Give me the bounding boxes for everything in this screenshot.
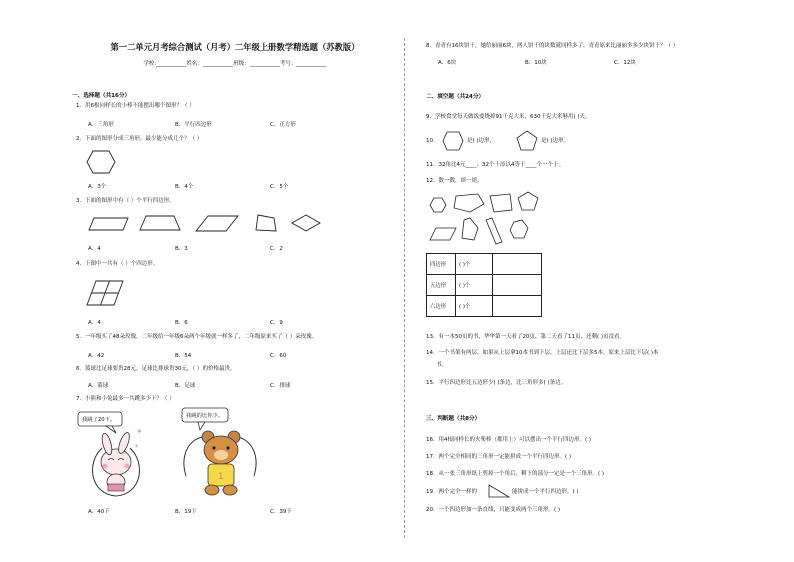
- rabbit-speech-bubble: 我跳了20下。: [82, 417, 116, 423]
- question-14: 14．一个书架有两层。如果从上层拿10本书到下层，上层还比下层多5本。原来上层比下层( )本: [426, 350, 659, 356]
- q4-option-a: A．4: [88, 320, 101, 326]
- polygon-count-table: [426, 253, 542, 317]
- polygon-counting-figure: [426, 190, 556, 248]
- table-row: [427, 275, 542, 296]
- q2-option-a: A．3个: [88, 184, 107, 190]
- question-18: 18．从一张三角形纸上剪掉一个角后，剩下的部分一定是一个三角形。( ): [426, 471, 605, 477]
- question-10-number: 10．: [426, 138, 439, 144]
- q7-option-a: A．40下: [88, 509, 110, 515]
- table-row: [427, 254, 542, 275]
- q7-option-b: B．19下: [175, 509, 197, 515]
- question-2: 2．下面的图形分成三角形，最少能分成几个？（ ）: [76, 136, 203, 142]
- table-cell-empty: [493, 254, 542, 275]
- q1-option-c: C．正方形: [270, 122, 296, 128]
- q8-option-a: A．6块: [438, 60, 457, 66]
- section-2-title: 二、填空题（共24分）: [426, 94, 485, 100]
- question-15: 15．平行四边形比五边形少( )条边，比三角形多( )条边。: [426, 380, 567, 386]
- table-cell-answer[interactable]: ( )个: [456, 275, 493, 296]
- question-12: 12．数一数，填一填。: [426, 178, 483, 184]
- svg-text:✦: ✦: [136, 427, 143, 436]
- table-cell-empty: [493, 296, 542, 317]
- triangle-icon: [488, 484, 510, 498]
- q8-option-c: C．12块: [614, 60, 636, 66]
- q6-option-b: B．足球: [175, 383, 196, 389]
- question-10-part1: 是( )边形，: [467, 138, 496, 144]
- q6-option-a: A．篮球: [88, 383, 109, 389]
- column-divider: [404, 38, 405, 538]
- hexagon-figure: [86, 150, 116, 174]
- q3-option-c: C．2: [270, 246, 283, 252]
- question-13: 13．有一本50页的书，华华第一天看了20页，第二天看了11页，还剩( )页没看。: [426, 334, 626, 340]
- question-4: 4．下图中一共有（ ）个四边形。: [76, 261, 159, 267]
- q7-option-c: C．39下: [270, 509, 292, 515]
- question-19-suffix: 能拼成一个平行四边形。( ): [512, 489, 579, 495]
- question-1: 1．用6根同样长的小棒不能摆出哪个图形？（ ）: [76, 103, 195, 109]
- question-5: 5．一年级买了48朵玫瑰，二年级给一年级6朵两个年级就一样多了，二年级原来买了（ ）朵玫瑰。: [76, 334, 318, 340]
- q1-option-b: B．平行四边形: [175, 122, 212, 128]
- q6-option-c: C．排球: [270, 383, 291, 389]
- q5-option-c: C．60: [270, 353, 287, 359]
- q5-option-a: A．42: [88, 353, 105, 359]
- q3-option-b: B．3: [175, 246, 188, 252]
- q2-option-c: C．5个: [270, 184, 289, 190]
- q1-option-a: A．三角形: [88, 122, 114, 128]
- q4-option-c: C．9: [270, 320, 283, 326]
- q8-option-b: B．10块: [525, 60, 547, 66]
- question-14-continued: 书。: [436, 362, 448, 368]
- question-19-prefix: 19．两个完全一样的: [426, 489, 477, 495]
- question-20: 20．一个四边形加一条直线，只能变成两个三角形。( ): [426, 507, 561, 513]
- table-cell-answer[interactable]: ( )个: [456, 254, 493, 275]
- student-info-line: 学校:___________姓名：___________班级：___________考号：___________: [143, 61, 327, 67]
- page-title: 第一二单元月考综合测试（月考）二年级上册数学精选题（苏教版）: [110, 42, 360, 52]
- quadrilateral-shapes-figure: [88, 214, 328, 234]
- section-3-title: 三、判断题（共8分）: [426, 416, 481, 422]
- section-1-title: 一、选择题（共16分）: [72, 93, 131, 99]
- table-cell-answer[interactable]: ( )个: [456, 296, 493, 317]
- table-cell-label: 五边形: [427, 275, 456, 296]
- parallelogram-grid-figure: [86, 280, 124, 306]
- question-7: 7．小熊和小兔最多一共跳多少下？（ ）: [76, 396, 175, 402]
- question-16: 16．用4根同样长的火柴棒（都用上）可以摆出一个平行四边形。( ): [426, 437, 592, 443]
- hexagon-small-icon: [442, 131, 464, 151]
- table-cell-label: 四边形: [427, 254, 456, 275]
- q5-option-b: B．54: [175, 353, 192, 359]
- question-3: 3．下面的图形中有（ ）个平行四边形。: [76, 198, 175, 204]
- table-cell-label: 六边形: [427, 296, 456, 317]
- question-11: 11．32角比4元____；32个十添以4等于____个一个十。: [426, 162, 564, 168]
- question-10-part2: 是( )边形。: [541, 138, 570, 144]
- question-8: 8．青青有16块饼干，她给丽丽6块，两人饼干的块数就同样多了。青青原来比丽丽多多少块饼干？（ ）: [426, 43, 679, 49]
- table-cell-empty: [493, 275, 542, 296]
- question-9: 9．学校食堂每天做饭要烧掉91千克大米，630千克大米够用( )天。: [426, 114, 591, 120]
- q4-option-b: B．6: [175, 320, 188, 326]
- bear-speech-bubble: 我跳的比你少。: [186, 413, 224, 419]
- question-17: 17．两个完全相同的三角形一定能拼成一个平行四边形。( ): [426, 454, 572, 460]
- question-6: 6．篮球比足球要贵28元，足球比排球贵30元，（ ）的价格最贵。: [76, 366, 236, 372]
- svg-text:✦: ✦: [134, 443, 140, 450]
- pentagon-small-icon: [516, 130, 538, 151]
- q2-option-b: B．4个: [175, 184, 194, 190]
- svg-text:1: 1: [218, 472, 224, 482]
- table-row: [427, 296, 542, 317]
- q3-option-a: A．4: [88, 246, 101, 252]
